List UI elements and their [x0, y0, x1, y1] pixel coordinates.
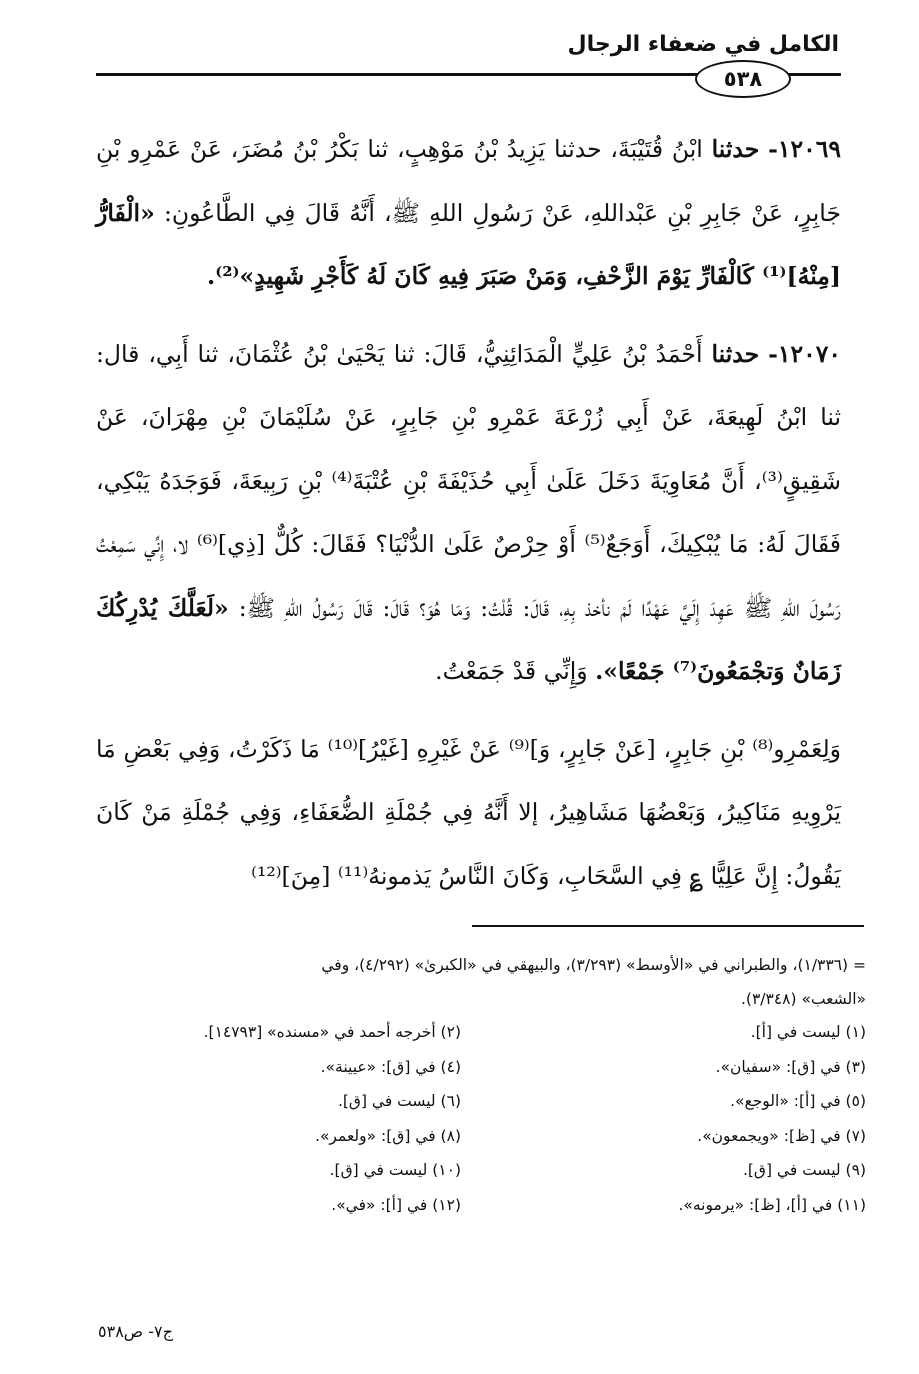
footnote-11: (١١) في [أ]، [ظ]: «يرمونه».	[678, 1195, 866, 1214]
narration-lead: حدثنا	[711, 339, 760, 368]
hadith-quote: «الْفَارُّ [مِنْهُ]⁽¹⁾ كَالْفَارِّ يَوْمَ الزَّحْفِ، وَمَنْ صَبَرَ فِيهِ كَانَ لَهُ كَأَجْرِ شَهِيدٍ»⁽²⁾.	[96, 198, 841, 290]
footnote-2: (٢) أخرجه أحمد في «مسنده» [١٤٧٩٣].	[203, 1023, 461, 1041]
volume-page-reference: ج٧- ص٥٣٨	[98, 1322, 173, 1341]
commentary-paragraph	[96, 718, 841, 909]
footnote-1: (١) ليست في [أ].	[750, 1023, 866, 1041]
isnad-text: ابْنُ قُتَيْبَةَ، حدثنا يَزِيدُ بْنُ مَوْهِبٍ، ثنا بَكْرُ بْنُ مُضَرَ، عَنْ عَمْرِو بْنِ جَابِرٍ، عَنْ جَابِرِ بْنِ عَبْداللهِ، عَنْ رَسُولِ اللهِ ﷺ، أَنَّهُ قَالَ فِي الطَّاعُونِ:	[96, 135, 841, 227]
page-number: ٥٣٨	[723, 67, 763, 91]
running-head-title: الكامل في ضعفاء الرجال	[567, 32, 839, 57]
footnote-continuation-line: «الشعب» (٣/٣٤٨).	[740, 990, 866, 1008]
footnotes-left-column	[96, 1015, 461, 1222]
hadith-number: ١٢٠٦٩-	[768, 135, 841, 163]
closing-text: وَإِنِّي قَدْ جَمَعْتُ.	[435, 657, 588, 685]
hadith-number: ١٢٠٧٠-	[768, 339, 841, 368]
footnote-3: (٣) في [ق]: «سفيان».	[715, 1057, 866, 1076]
footnotes	[96, 1015, 866, 1222]
main-text	[96, 118, 841, 908]
commentary-text: وَلِعَمْرِو⁽⁸⁾ بْنِ جَابِرٍ، [عَنْ جَابِرٍ، وَ]⁽⁹⁾ عَنْ غَيْرِهِ [غَيْرُ]⁽¹⁰⁾ مَا ذَكَرْتُ، وَفِي بَعْضِ مَا يَرْوِيهِ مَنَاكِيرُ، وَبَعْضُهَا مَشَاهِيرُ، إلا أَنَّهُ فِي جُمْلَةِ الضُّعَفَاءِ، وَفِي جُمْلَةِ مَنْ كَانَ يَقُولُ: إِنَّ عَلِيًّا ؏ فِي السَّحَابِ، وَكَانَ النَّاسُ يَذمونهُ⁽¹¹⁾ [مِنَ]⁽¹²⁾	[96, 734, 841, 890]
isnad-text: أَحْمَدُ بْنُ عَلِيٍّ الْمَدَائِنِيُّ، قَالَ: ثنا يَحْيَىٰ بْنُ عُثْمَانَ، ثنا أَبِي، قال: ثنا ابْنُ لَهِيعَةَ، عَنْ أَبِي زُرْعَةَ عَمْرِو بْنِ جَابِرٍ، عَنْ سُلَيْمَانَ بْنِ مِهْرَانَ، عَنْ شَقِيقٍ⁽³⁾، أَنَّ مُعَاوِيَةَ دَخَلَ عَلَىٰ أَبِي حُذَيْفَةَ بْنِ عُتْبَةَ⁽⁴⁾ بْنِ رَبِيعَةَ، فَوَجَدَهُ يَبْكِي، فَقَالَ لَهُ: مَا يُبْكِيكَ، أَوَجَعٌ⁽⁵⁾ أَوْ حِرْصٌ عَلَىٰ الدُّنْيَا؟ فَقَالَ: كُلٌّ [ذِي]⁽⁶⁾ لا، إِنِّي سَمِعْتُ رَسُولَ اللهِ ﷺ عَهِدَ إِلَيَّ عَهْدًا لَمْ نأخذ بِهِ، قَالَ: قُلْتُ: وَمَا هُوَ؟ قَالَ: قَالَ رَسُولُ اللهِ ﷺ:	[96, 339, 842, 622]
footnote-9: (٩) ليست في [ق].	[742, 1161, 866, 1179]
footnote-continuation	[96, 948, 866, 1016]
footnotes-right-column	[501, 1015, 866, 1222]
footnote-continuation-line: = (١/٣٣٦)، والطبراني في «الأوسط» (٣/٢٩٣)، والبيهقي في «الكبرىٰ» (٤/٢٩٢)، وفي	[321, 956, 866, 974]
footnote-4: (٤) في [ق]: «عيينة».	[320, 1057, 461, 1076]
page-number-badge	[695, 60, 791, 98]
footnote-7: (٧) في [ظ]: «ويجمعون».	[697, 1126, 866, 1145]
footnote-8: (٨) في [ق]: «ولعمر».	[315, 1126, 461, 1145]
hadith-paragraph-12069	[96, 118, 841, 309]
narration-lead: حدثنا	[711, 135, 760, 163]
footnote-5: (٥) في [أ]: «الوجع».	[730, 1092, 866, 1110]
footnote-6: (٦) ليست في [ق].	[337, 1092, 461, 1110]
hadith-quote: «لَعَلَّكَ يُدْرِكُكَ زَمَانٌ وَتجْمَعُونَ⁽⁷⁾ جَمْعًا».	[96, 593, 841, 685]
footnote-rule	[472, 925, 864, 927]
hadith-paragraph-12070	[96, 323, 841, 704]
footnote-10: (١٠) ليست في [ق].	[329, 1161, 461, 1179]
footnote-12: (١٢) في [أ]: «في».	[331, 1195, 461, 1214]
